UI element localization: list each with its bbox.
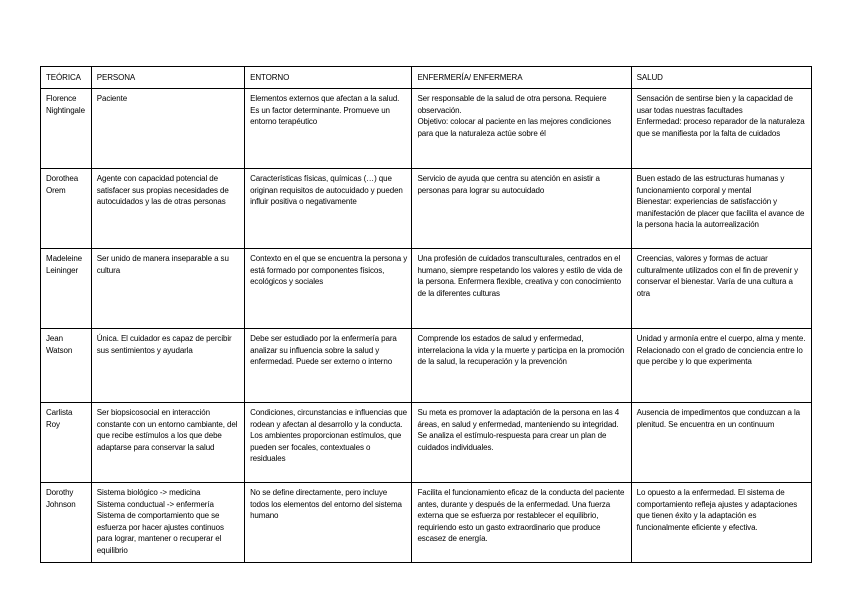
entorno-text: No se define directamente, pero incluye todos los elementos del entorno del sistema humano (250, 488, 402, 521)
persona-text: Sistema biológico -> medicina Sistema conductual -> enfermería Sistema de comportamiento que se esfuerza por hacer ajustes continuos para lograr, mantener o recuperar el equilibrio (96, 488, 224, 555)
cell-entorno (245, 249, 412, 329)
persona-text: Ser biopsicosocial en interacción constante con un entorno cambiante, del que recibe estímulos a los que debe adaptarse para conservar la salud (96, 408, 238, 452)
table-row-johnson (41, 483, 812, 563)
salud-text: Ausencia de impedimentos que conduzcan a la plenitud. Se encuentra en un continuum (636, 408, 801, 429)
cell-persona (91, 169, 244, 249)
cell-salud (631, 169, 811, 249)
cell-enfermeria (412, 249, 631, 329)
persona-text: Paciente (96, 94, 128, 103)
table-row-watson (41, 329, 812, 403)
nursing-theories-table (40, 66, 812, 563)
cell-entorno (245, 169, 412, 249)
theorist-name: Florence Nightingale (46, 94, 85, 115)
cell-teorica (41, 403, 92, 483)
enfermeria-text: Ser responsable de la salud de otra persona. Requiere observación. Objetivo: colocar al paciente en las mejores condiciones para que la naturaleza actúe sobre él (417, 94, 612, 138)
persona-text: Agente con capacidad potencial de satisfacer sus propias necesidades de autocuidados y las de otras personas (96, 174, 229, 207)
theorist-name: Madeleine Leininger (46, 254, 83, 275)
cell-enfermeria (412, 403, 631, 483)
cell-salud (631, 403, 811, 483)
cell-teorica (41, 89, 92, 169)
cell-entorno (245, 403, 412, 483)
cell-salud (631, 249, 811, 329)
cell-enfermeria (412, 169, 631, 249)
theorist-name: Carlista Roy (46, 408, 73, 429)
cell-teorica (41, 169, 92, 249)
cell-persona (91, 329, 244, 403)
table-row-nightingale (41, 89, 812, 169)
cell-persona (91, 89, 244, 169)
cell-persona (91, 249, 244, 329)
salud-text: Lo opuesto a la enfermedad. El sistema de comportamiento refleja ajustes y adaptaciones que tienen éxito y la adaptación es funcionalmente eficiente y efectiva. (636, 488, 798, 532)
cell-teorica (41, 483, 92, 563)
table-row-orem (41, 169, 812, 249)
cell-enfermeria (412, 329, 631, 403)
enfermeria-text: Servicio de ayuda que centra su atención en asistir a personas para lograr su autocuidado (417, 174, 600, 195)
header-enfermeria: ENFERMERÍA/ ENFERMERA (412, 67, 631, 89)
persona-text: Única. El cuidador es capaz de percibir sus sentimientos y ayudarla (96, 334, 232, 355)
cell-entorno (245, 329, 412, 403)
salud-text: Buen estado de las estructuras humanas y funcionamiento corporal y mental Bienestar: experiencias de satisfacción y manifestación de placer que facilita el avance de la persona hacia la autorrealización (636, 174, 805, 230)
cell-salud (631, 483, 811, 563)
cell-entorno (245, 483, 412, 563)
cell-persona (91, 483, 244, 563)
cell-persona (91, 403, 244, 483)
cell-salud (631, 89, 811, 169)
enfermeria-text: Facilita el funcionamiento eficaz de la conducta del paciente antes, durante y después de la enfermedad. Una fuerza externa que se esfuerza por restablecer el equilibrio, requiriendo esto un gasto extraordinario que produce escasez de energía. (417, 488, 625, 544)
header-persona: PERSONA (91, 67, 244, 89)
entorno-text: Elementos externos que afectan a la salud. Es un factor determinante. Promueve un entorno terapéutico (250, 94, 400, 127)
entorno-text: Características físicas, químicas (…) que originan requisitos de autocuidado y pueden influir positiva o negativamente (250, 174, 403, 207)
header-teorica: TEÓRICA (41, 67, 92, 89)
theorist-name: Dorothea Orem (46, 174, 79, 195)
persona-text: Ser unido de manera inseparable a su cultura (96, 254, 229, 275)
cell-teorica (41, 249, 92, 329)
cell-teorica (41, 329, 92, 403)
entorno-text: Condiciones, circunstancias e influencias que rodean y afectan al desarrollo y la conducta. Los ambientes proporcionan estímulos, que pueden ser focales, contextuales o residuales (250, 408, 408, 464)
entorno-text: Debe ser estudiado por la enfermería para analizar su influencia sobre la salud y enfermedad. Puede ser externo o interno (250, 334, 397, 367)
header-entorno: ENTORNO (245, 67, 412, 89)
table-row-leininger (41, 249, 812, 329)
salud-text: Sensación de sentirse bien y la capacidad de usar todas nuestras facultades Enfermedad: proceso reparador de la naturaleza que se manifiesta por la falta de cuidados (636, 94, 805, 138)
table-row-roy (41, 403, 812, 483)
cell-enfermeria (412, 89, 631, 169)
header-salud: SALUD (631, 67, 811, 89)
salud-text: Creencias, valores y formas de actuar culturalmente utilizados con el fin de prevenir y conservar el bienestar. Varía de una cultura a otra (636, 254, 799, 298)
header-row (41, 67, 812, 89)
theorist-name: Dorothy Johnson (46, 488, 76, 509)
enfermeria-text: Una profesión de cuidados transculturales, centrados en el humano, siempre respetando los valores y estilo de vida de la persona. Enfermera flexible, creativa y con conocimiento de la diferentes culturas (417, 254, 623, 298)
cell-entorno (245, 89, 412, 169)
cell-salud (631, 329, 811, 403)
enfermeria-text: Comprende los estados de salud y enfermedad, interrelaciona la vida y la muerte y participa en la promoción de la salud, la recuperación y la prevención (417, 334, 625, 367)
enfermeria-text: Su meta es promover la adaptación de la persona en las 4 áreas, en salud y enfermedad, manteniendo su integridad. Se analiza el estímulo-respuesta para crear un plan de cuidados individuales. (417, 408, 620, 452)
salud-text: Unidad y armonía entre el cuerpo, alma y mente. Relacionado con el grado de conciencia entre lo que percibe y lo que experimenta (636, 334, 806, 367)
theorist-name: Jean Watson (46, 334, 73, 355)
cell-enfermeria (412, 483, 631, 563)
entorno-text: Contexto en el que se encuentra la persona y está formado por componentes físicos, ecológicos y sociales (250, 254, 408, 287)
